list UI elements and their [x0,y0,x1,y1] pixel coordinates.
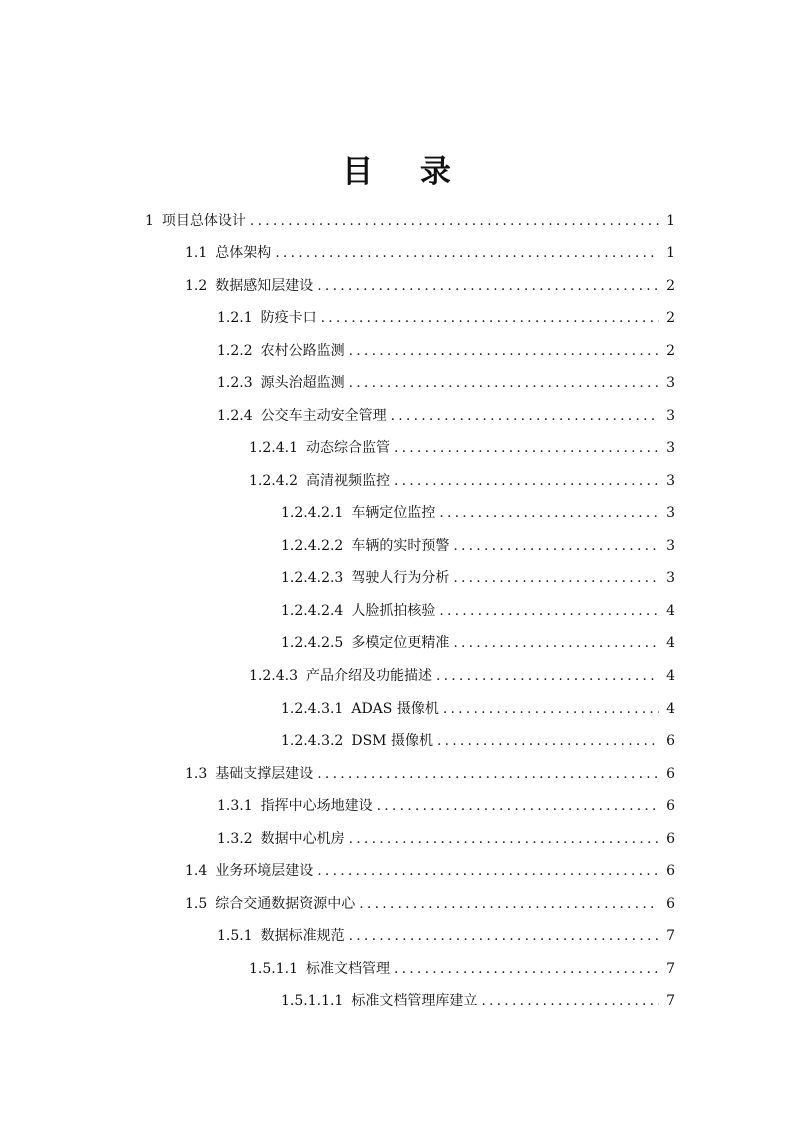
toc-entry-text: 公交车主动安全管理 [260,408,387,424]
toc-entry-page: 4 [666,668,675,684]
toc-entry[interactable] [281,725,675,757]
toc-entry-page: 4 [666,635,675,651]
toc-entry[interactable] [281,562,675,594]
toc-leader-dots [453,562,659,594]
toc-entry-number: 1.2.1 [217,310,253,326]
toc-leader-dots [439,497,659,529]
toc-entry-number: 1.2.4 [217,408,253,424]
toc-entry-number: 1.2.4.2.4 [281,603,344,619]
toc-entry-page: 2 [666,278,675,294]
toc-entry-page: 3 [666,473,675,489]
toc-leader-dots [275,237,659,269]
toc-entry-page: 3 [666,375,675,391]
toc-entry-number: 1.2.4.2.2 [281,538,344,554]
toc-entry-page: 2 [666,343,675,359]
toc-entry[interactable] [145,205,675,237]
toc-entry-number: 1.2.4.1 [249,440,298,456]
toc-entry-number: 1.5.1.1.1 [281,993,344,1009]
toc-leader-dots [394,465,659,497]
toc-leader-dots [436,660,659,692]
toc-entry[interactable] [217,790,675,822]
toc-leader-dots [394,432,659,464]
toc-leader-dots [349,920,659,952]
toc-entry-number: 1.2.4.2.5 [281,635,344,651]
toc-entry[interactable] [249,432,675,464]
toc-entry-number: 1.2.4.3 [249,668,298,684]
toc-entry-page: 1 [666,213,675,229]
toc-entry-page: 6 [666,863,675,879]
toc-entry[interactable] [249,465,675,497]
toc-entry-text: 动态综合监管 [305,440,390,456]
page-title: 目 录 [342,154,469,190]
toc-leader-dots [394,953,659,985]
toc-entry-text: 标准文档管理 [305,961,390,977]
toc-entry-text: 标准文档管理库建立 [351,993,478,1009]
toc-entry-page: 7 [666,993,675,1009]
toc-entry[interactable] [185,237,675,269]
toc-entry-text: ADAS 摄像机 [351,701,439,717]
toc-entry-number: 1.2.4.3.2 [281,733,344,749]
toc-entry[interactable] [249,660,675,692]
toc-entry-page: 6 [666,766,675,782]
toc-entry-text: 农村公路监测 [260,343,345,359]
toc-entry-text: 车辆的实时预警 [351,538,450,554]
toc-entry-number: 1.2.4.2.1 [281,505,344,521]
toc-entry-page: 2 [666,310,675,326]
toc-entry-text: 指挥中心场地建设 [260,798,373,814]
toc-entry-text: 多模定位更精准 [351,635,450,651]
toc-entry-page: 3 [666,505,675,521]
toc-entry[interactable] [217,400,675,432]
toc-entry[interactable] [281,693,675,725]
toc-leader-dots [453,530,659,562]
toc-entry-page: 6 [666,831,675,847]
toc-entry-text: 综合交通数据资源中心 [215,896,356,912]
toc-entry-page: 4 [666,701,675,717]
toc-entry-number: 1 [145,213,154,229]
toc-entry[interactable] [281,627,675,659]
toc-entry-text: 产品介绍及功能描述 [305,668,432,684]
toc-leader-dots [317,758,659,790]
toc-leader-dots [349,367,659,399]
toc-entry-page: 6 [666,733,675,749]
toc-entry[interactable] [217,335,675,367]
toc-entry-number: 1.5.1.1 [249,961,298,977]
toc-entry-number: 1.5 [185,896,208,912]
toc-entry[interactable] [185,855,675,887]
toc-entry[interactable] [281,985,675,1017]
toc-leader-dots [377,790,659,822]
toc-entry-text: 源头治超监测 [260,375,345,391]
toc-entry-text: 驾驶人行为分析 [351,570,450,586]
toc-entry-page: 4 [666,603,675,619]
toc-entry-number: 1.2.4.3.1 [281,701,344,717]
toc-entry-number: 1.5.1 [217,928,253,944]
toc-entry-page: 3 [666,538,675,554]
toc-entry-text: 车辆定位监控 [351,505,436,521]
toc-entry-text: 人脸抓拍核验 [351,603,436,619]
toc-entry-number: 1.2.3 [217,375,253,391]
toc-leader-dots [439,595,659,627]
toc-leader-dots [349,335,659,367]
toc-leader-dots [317,855,659,887]
toc-entry-page: 6 [666,798,675,814]
toc-entry-page: 7 [666,928,675,944]
toc-entry[interactable] [217,302,675,334]
toc-entry[interactable] [185,270,675,302]
toc-entry-text: 项目总体设计 [161,213,246,229]
toc-entry[interactable] [217,920,675,952]
toc-entry-text: 基础支撑层建设 [215,766,314,782]
toc-entry-number: 1.3 [185,766,208,782]
toc-entry[interactable] [217,367,675,399]
toc-entry-text: 总体架构 [215,245,272,261]
toc-entry-number: 1.2.4.2.3 [281,570,344,586]
toc-entry-page: 7 [666,961,675,977]
toc-entry-page: 6 [666,896,675,912]
toc-leader-dots [359,888,659,920]
toc-leader-dots [321,302,659,334]
toc-entry[interactable] [185,758,675,790]
toc-leader-dots [453,627,659,659]
toc-entry[interactable] [281,497,675,529]
toc-entry-number: 1.2.4.2 [249,473,298,489]
toc-entry-number: 1.4 [185,863,208,879]
toc-leader-dots [317,270,659,302]
toc-entry-number: 1.2.2 [217,343,253,359]
toc-entry-page: 1 [666,245,675,261]
toc-entry-number: 1.3.2 [217,831,253,847]
toc-leader-dots [437,725,659,757]
toc-entry[interactable] [281,530,675,562]
toc-leader-dots [481,985,659,1017]
toc-entry-text: 数据中心机房 [260,831,345,847]
toc-entry[interactable] [281,595,675,627]
toc-entry-page: 3 [666,440,675,456]
toc-leader-dots [250,205,659,237]
toc-leader-dots [443,693,659,725]
toc-entry-page: 3 [666,408,675,424]
toc-entry-text: 业务环境层建设 [215,863,314,879]
toc-entry-number: 1.2 [185,278,208,294]
toc-entry-number: 1.3.1 [217,798,253,814]
toc-entry[interactable] [217,823,675,855]
toc-entry-text: 防疫卡口 [260,310,317,326]
toc-entry-text: 高清视频监控 [305,473,390,489]
toc-entry-number: 1.1 [185,245,208,261]
toc-entry-page: 3 [666,570,675,586]
toc-leader-dots [349,823,659,855]
toc-entry[interactable] [185,888,675,920]
toc-leader-dots [391,400,659,432]
toc-entry[interactable] [249,953,675,985]
toc-entry-text: 数据感知层建设 [215,278,314,294]
toc-entry-text: 数据标准规范 [260,928,345,944]
toc-entry-text: DSM 摄像机 [351,733,433,749]
